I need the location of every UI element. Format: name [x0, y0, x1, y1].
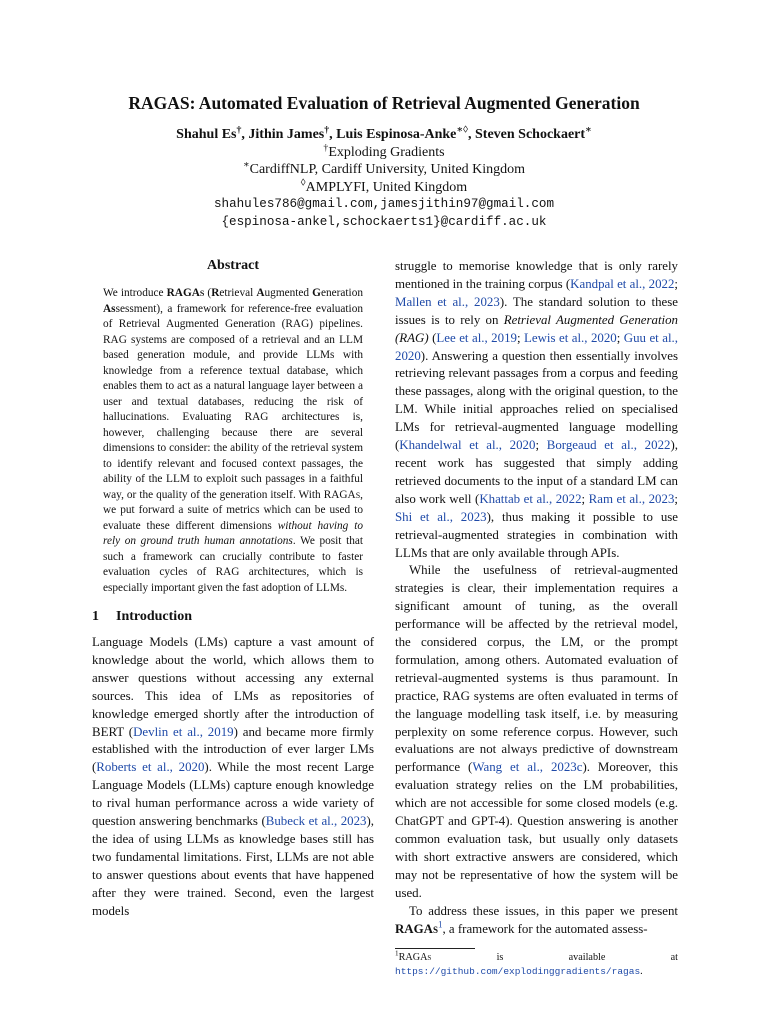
citation-link[interactable]: Lewis et al., 2020: [524, 330, 617, 345]
citation-link[interactable]: Wang et al., 2023c: [472, 760, 583, 775]
intro-paragraph: Language Models (LMs) capture a vast amount of knowledge about the world, which allows them to answer questions without accessing any external sources. This idea of LMs as repositories of knowledge emerged shortly after the introduction of BERT (Devlin et al., 2019) and became more firmly established with the introduction of ever larger LMs (Roberts et al., 2020). While the most recent Large Language Models (LLMs) capture enough knowledge to rival human performance across a wide variety of question answering benchmarks (Bubeck et al., 2023), the idea of using LLMs as knowledge bases still has two fundamental limitations. First, LLMs are not able to answer questions about events that have happened after they were trained. Second, even the largest models: [92, 635, 374, 918]
author-3: Luis Espinosa-Anke: [336, 127, 457, 142]
footnote-divider: [395, 948, 475, 949]
right-paragraph-1: struggle to memorise knowledge that is only rarely mentioned in the training corpus (Kandpal et al., 2022; Mallen et al., 2023). The standard solution to these issues is to rely on Retrieval Augmented Generation (RAG) (Lee et al., 2019; Lewis et al., 2020; Guu et al., 2020). Answering a question then essentially involves retrieving relevant passages from a corpus and feeding these passages, along with the original question, to the LM. While initial approaches relied on specialised LMs for retrieval-augmented language modelling (Khandelwal et al., 2020; Borgeaud et al., 2022), recent work has suggested that simply adding retrieved documents to the input of a standard LM can also work well (Khattab et al., 2022; Ram et al., 2023; Shi et al., 2023), thus making it possible to use retrieval-augmented strategies in combination with LLMs that are only available through APIs.: [395, 259, 678, 560]
author-names: Shahul Es†, Jithin James†, Luis Espinosa-Anke∗◊, Steven Schockaert∗: [176, 124, 592, 142]
ragas-name: RAGAs: [166, 287, 205, 299]
author-block: [0, 126, 768, 231]
github-link[interactable]: https://github.com/explodinggradients/ragas: [395, 966, 641, 978]
author-2: Jithin James: [248, 127, 325, 142]
author-4-mark: ∗: [585, 124, 592, 136]
affiliation-3: ◊AMPLYFI, United Kingdom: [300, 176, 468, 195]
author-1: Shahul Es: [176, 127, 237, 142]
left-column: [92, 256, 374, 921]
section-heading-introduction: 1 Introduction: [92, 609, 192, 624]
citation-link[interactable]: Mallen et al., 2023: [395, 294, 500, 309]
citation-link[interactable]: Guu et al., 2020: [395, 330, 678, 363]
ragas-name: RAGAs: [395, 921, 438, 936]
citation-link[interactable]: Khandelwal et al., 2020: [399, 438, 536, 453]
email-line-1: shahules786@gmail.com,jamesjithin97@gmail.com: [213, 197, 555, 211]
right-paragraph-3: To address these issues, in this paper we present RAGAs$^1$, a framework for the automated assess-: [395, 903, 678, 936]
citation-link[interactable]: Lee et al., 2019: [436, 330, 517, 345]
affiliation-1: †Exploding Gradients: [323, 141, 445, 160]
abstract-text: We introduce RAGAs (Retrieval Augmented Generation Assessment), a framework for reference-free evaluation of Retrieval Augmented Generation (RAG) pipelines. RAG systems are composed of a retrieval and an LLM based generation module, and provide LLMs with knowledge from a reference textual database, which enables them to act as a natural language layer between a user and textual databases, reducing the risk of hallucinations. Evaluating RAG architectures is, however, challenging because there are several dimensions to consider: the ability of the retrieval system to identify relevant and focused context passages, the ability of the LLM to exploit such passages in a faithful way, or the quality of the generation itself. With RAGAs, we put forward a suite of metrics which can be used to evaluate these different dimensions without having to rely on ground truth human annotations. We posit that such a framework can crucially contribute to faster evaluation cycles of RAG architectures, which is especially important given the fast adoption of LLMs.: [103, 287, 364, 594]
citation-link[interactable]: Khattab et al., 2022: [479, 491, 582, 506]
email-line-2: {espinosa-ankel,schockaerts1}@cardiff.ac.uk: [221, 214, 547, 229]
right-paragraph-2: While the usefulness of retrieval-augmented strategies is clear, their implementation requires a significant amount of tuning, as the overall performance will be affected by the retrieval model, the considered corpus, the LM, or the prompt formulation, among others. Automated evaluation of retrieval-augmented systems is thus paramount. In practice, RAG systems are often evaluated in terms of the language modelling task itself, i.e. by measuring perplexity on some reference corpus. However, such evaluations are not always predictive of downstream performance (Wang et al., 2023c). Moreover, this evaluation strategy relies on the LM probabilities, which are not accessible for some closed models (e.g. ChatGPT and GPT-4). Question answering is another common evaluation task, but usually only datasets with short extractive answers are considered, which may not be representative of how the system will be used.: [395, 563, 678, 900]
citation-link[interactable]: Roberts et al., 2020: [96, 760, 205, 775]
right-column: [395, 258, 678, 979]
paper-title: RAGAS: Automated Evaluation of Retrieval Augmented Generation: [128, 93, 640, 113]
citation-link[interactable]: Kandpal et al., 2022: [570, 276, 675, 291]
footnote-ref[interactable]: 1: [437, 919, 443, 930]
citation-link[interactable]: Ram et al., 2023: [588, 491, 675, 506]
citation-link[interactable]: Devlin et al., 2019: [133, 724, 234, 739]
affiliation-2: ∗CardiffNLP, Cardiff University, United Kingdom: [242, 159, 526, 177]
author-3-mark: ∗◊: [456, 124, 468, 136]
citation-link[interactable]: Borgeaud et al., 2022: [546, 438, 671, 453]
citation-link[interactable]: Bubeck et al., 2023: [265, 814, 367, 829]
author-4: Steven Schockaert: [475, 127, 586, 142]
footnote: $^1$RAGAs is available at https://github.com/explodinggradients/ragas.: [395, 950, 678, 978]
author-2-mark: †: [324, 124, 330, 136]
citation-link[interactable]: Shi et al., 2023: [395, 509, 487, 524]
abstract-heading: Abstract: [206, 258, 260, 273]
author-1-mark: †: [236, 124, 242, 136]
